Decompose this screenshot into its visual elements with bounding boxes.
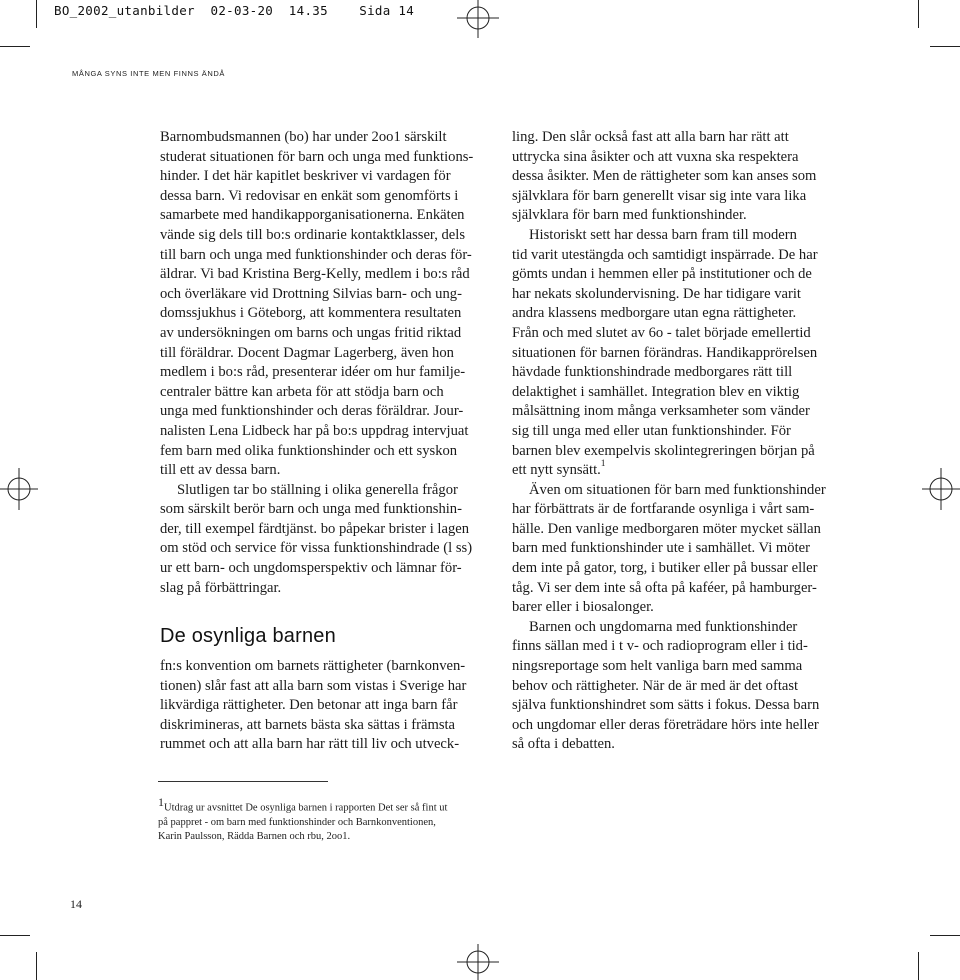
text-line: studerat situationen för barn och unga med funktions- — [160, 148, 474, 165]
crop-mark — [0, 935, 30, 936]
text-line: behov och rättigheter. När de är med är det oftast — [512, 677, 799, 694]
text-line: unga med funktionshinder och deras föräldrar. Jour- — [160, 403, 464, 420]
paragraph-media — [512, 618, 852, 755]
text-line: Barnombudsmannen (bo) har under 2oo1 särskilt — [160, 129, 447, 145]
text-line: tåg. Vi ser dem inte så ofta på kaféer, på hamburger- — [512, 579, 817, 596]
text-line: rummet och att alla barn har rätt till liv och utveck- — [160, 736, 460, 753]
text-line: fn:s konvention om barnets rättigheter (barnkonven- — [160, 658, 466, 674]
paragraph-invisible — [512, 481, 852, 618]
text-line: slag på förbättringar. — [160, 579, 282, 596]
text-line: och ungdomar eller deras företrädare hörs inte heller — [512, 716, 819, 733]
text-line: Även om situationen för barn med funktionshinder — [529, 481, 826, 498]
text-line: hävdade funktionshindrade medborgares rätt till — [512, 364, 793, 381]
text-line: hälle. Den vanlige medborgaren möter mycket sällan — [512, 520, 821, 537]
text-line: andra klassens medborgare utan egna rättigheter. — [512, 305, 797, 322]
body-column-left — [160, 128, 500, 598]
text-line: målsättning inom många verksamheter som vänder — [512, 403, 810, 420]
registration-mark-bottom — [455, 942, 501, 980]
text-line: så ofta i debatten. — [512, 736, 615, 753]
text-line: medlem i bo:s råd, presenterar idéer om hur familje- — [160, 364, 466, 381]
text-line: Historiskt sett har dessa barn fram till modern — [529, 226, 797, 243]
text-line: sig till unga med eller utan funktionshinder. För — [512, 422, 791, 439]
crop-mark — [0, 46, 30, 47]
text-line: finns sällan med i t v- och radioprogram eller i tid- — [512, 638, 808, 655]
text-line: gömts undan i hemmen eller på institutioner och de — [512, 266, 812, 283]
text-line: nalisten Lena Lidbeck har på bo:s uppdrag intervjuat — [160, 422, 469, 439]
text-line: av undersökningen om barns och ungas fritid riktad — [160, 324, 462, 341]
text-line: centraler bättre kan arbeta för att stödja barn och — [160, 383, 444, 400]
paragraph-continued — [512, 128, 852, 226]
text-line: tid varit utestängda och samtidigt inspärrade. De har — [512, 246, 818, 263]
text-line: till barn och unga med funktionshinder och deras för- — [160, 246, 472, 263]
footnote-line: Karin Paulsson, Rädda Barnen och rbu, 2oo1. — [158, 830, 351, 842]
text-line: dessa åsikter. Men de rättigheter som kan anses som — [512, 168, 817, 185]
text-line: som särskilt berör barn och unga med funktionshin- — [160, 501, 462, 518]
text-line: delaktighet i samhället. Integration blev en viktig — [512, 383, 800, 400]
running-head: MÅNGA SYNS INTE MEN FINNS ÄNDÅ — [72, 69, 226, 78]
text-line: Barnen och ungdomarna med funktionshinder — [529, 618, 798, 635]
footnote-text: Utdrag ur avsnittet De osynliga barnen i rapporten Det ser så fint ut — [164, 802, 448, 814]
print-slug — [54, 3, 414, 18]
text-line: hinder. I det här kapitlet beskriver vi vardagen för — [160, 168, 451, 185]
text-line: har nekats skolundervisning. De har tidigare varit — [512, 285, 801, 302]
text-line: diskrimineras, att barnets bästa ska sättas i främsta — [160, 716, 456, 733]
body-column-right — [512, 128, 852, 755]
paragraph-convention — [160, 657, 500, 755]
text-line: situationen för barnen förändras. Handikapprörelsen — [512, 344, 818, 361]
text-line: dem inte på gator, torg, i butiker eller på bussar eller — [512, 560, 818, 577]
text-line: likvärdiga rättigheter. Den betonar att inga barn får — [160, 697, 458, 714]
text-line: dessa barn. Vi redovisar en enkät som genomförts i — [160, 187, 459, 204]
text-line: ur ett barn- och ungdomsperspektiv och lämnar för- — [160, 560, 462, 577]
text-line: barnen blev exempelvis skolintegreringen början på — [512, 442, 815, 459]
paragraph-conclusion — [160, 481, 500, 599]
registration-mark-right — [920, 466, 960, 512]
text-line: samarbete med handikapporganisationerna. Enkäten — [160, 207, 465, 224]
footnote-line — [158, 795, 447, 816]
text-line: själva funktionshindret som sätts i fokus. Dessa barn — [512, 697, 820, 714]
crop-mark — [930, 935, 960, 936]
text-line: har förbättrats är de fortfarande osynliga i vårt sam- — [512, 501, 815, 518]
crop-mark — [918, 952, 919, 980]
paragraph-history — [512, 226, 852, 481]
text-line: om stöd och service för vissa funktionshindrade (l ss) — [160, 540, 473, 557]
crop-mark — [930, 46, 960, 47]
footnote-line: på pappret - om barn med funktionshinder och Barnkonventionen, — [158, 816, 436, 828]
crop-mark — [36, 0, 37, 28]
slug-date: 02-03-20 — [210, 3, 274, 18]
page-number: 14 — [70, 897, 82, 911]
text-line: barn med funktionshinder ute i samhället. Vi möter — [512, 540, 810, 557]
slug-file: BO_2002_utanbilder — [54, 3, 195, 18]
text-line — [512, 461, 852, 481]
text-line: självklara för barn med funktionshinder. — [512, 207, 747, 224]
text-line: vände sig dels till bo:s ordinarie kontaktklasser, dels — [160, 226, 466, 243]
footnote-marker: 1 — [158, 795, 164, 809]
footnote-rule — [158, 781, 328, 782]
registration-mark-top — [455, 0, 501, 40]
text-line: domssjukhus i Göteborg, att kommentera resultaten — [160, 305, 462, 322]
text-line: uttrycka sina åsikter och att vuxna ska respektera — [512, 148, 799, 165]
text-line: Slutligen tar bo ställning i olika generella frågor — [177, 481, 458, 498]
text-line: Från och med slutet av 6o - talet började emellertid — [512, 324, 811, 341]
text-line: äldrar. Vi bad Kristina Berg-Kelly, medlem i bo:s råd — [160, 266, 470, 283]
text-line: tionen) slår fast att alla barn som vistas i Sverige har — [160, 677, 467, 694]
crop-mark — [918, 0, 919, 28]
text-line: fem barn med olika funktionshinder och ett syskon — [160, 442, 458, 459]
text-line: och överläkare vid Drottning Silvias barn- och ung- — [160, 285, 462, 302]
text-line: till föräldrar. Docent Dagmar Lagerberg, även hon — [160, 344, 454, 361]
text-line: barer eller i biosalonger. — [512, 599, 654, 616]
body-column-left-lower — [160, 657, 500, 755]
text-line: der, till exempel färdtjänst. bo påpekar brister i lagen — [160, 520, 470, 537]
text-line: till ett av dessa barn. — [160, 462, 281, 479]
text-line-end: ett nytt synsätt. — [512, 462, 601, 479]
footnote — [158, 795, 447, 844]
text-line: ling. Den slår också fast att alla barn har rätt att — [512, 129, 789, 145]
text-line: självklara för barn generellt visar sig inte vara lika — [512, 187, 807, 204]
text-line: ningsreportage som helt vanliga barn med samma — [512, 658, 803, 675]
slug-time: 14.35 — [288, 3, 328, 18]
paragraph-intro — [160, 128, 500, 481]
crop-mark — [36, 952, 37, 980]
section-heading: De osynliga barnen — [160, 625, 336, 647]
registration-mark-left — [0, 466, 40, 512]
slug-page: Sida 14 — [359, 3, 415, 18]
footnote-reference[interactable]: 1 — [600, 459, 606, 470]
